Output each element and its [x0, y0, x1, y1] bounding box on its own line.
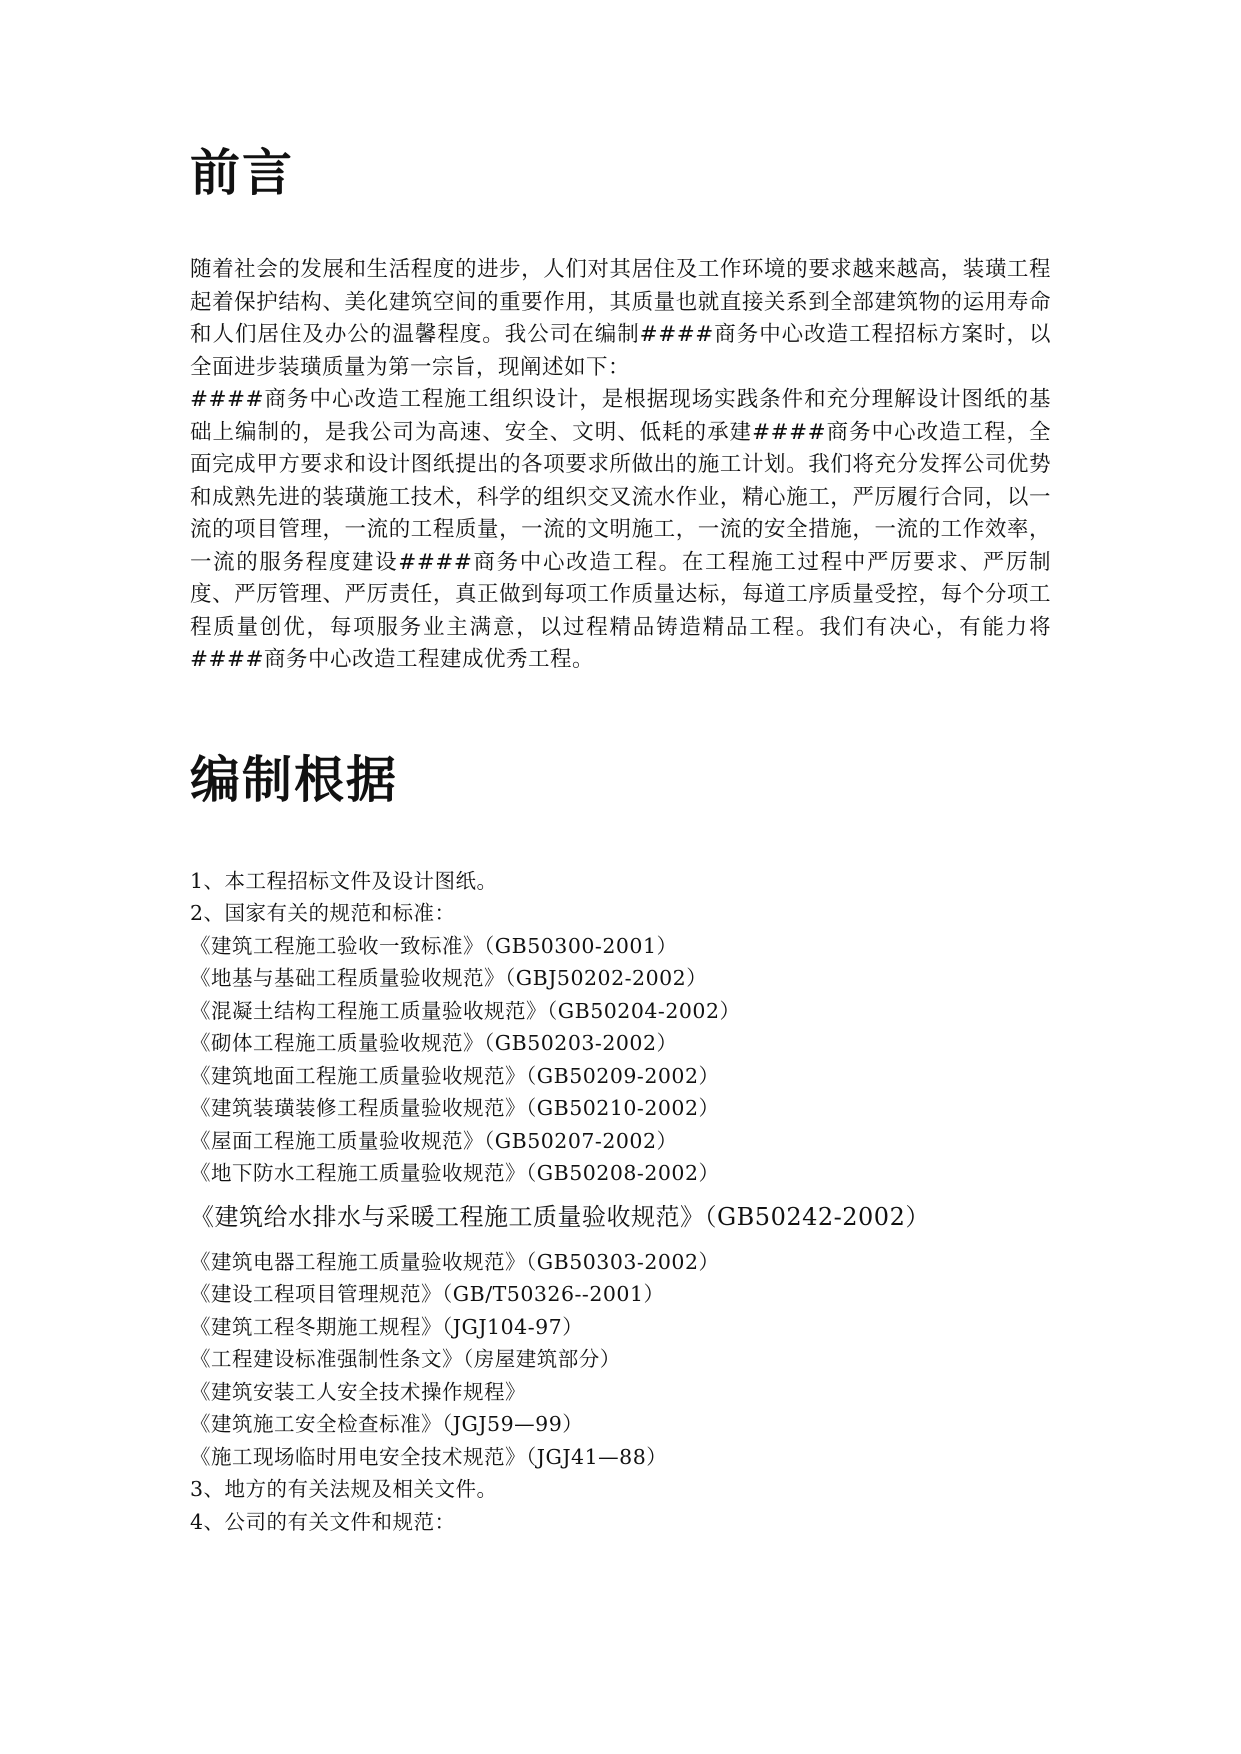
list-item: 《工程建设标准强制性条文》（房屋建筑部分） — [190, 1347, 621, 1371]
list-item: 《建筑工程施工验收一致标准》（GB50300-2001） — [190, 933, 678, 958]
preface-paragraph: 随着社会的发展和生活程度的进步，人们对其居住及工作环境的要求越来越高，装璜工程起着保护结构、美化建筑空间的重要作用，其质量也就直接关系到全部建筑物的运用寿命和人们居住及办公的温馨程度。我公司在编制####商务中心改造工程招标方案时，以全面进步装璜质量为第一宗旨，现阐述如下： — [190, 257, 1051, 380]
list-item: 《建筑电器工程施工质量验收规范》（GB50303-2002） — [190, 1249, 720, 1274]
list-item: 《屋面工程施工质量验收规范》（GB50207-2002） — [190, 1128, 678, 1153]
basis-title: 编制根据 — [190, 750, 398, 809]
list-item: 《建筑安装工人安全技术操作规程》 — [190, 1379, 526, 1404]
list-item: 《地下防水工程施工质量验收规范》（GB50208-2002） — [190, 1161, 720, 1185]
preface-section — [190, 140, 1051, 677]
list-item: 《建筑工程冬期施工规程》（JGJ104-97） — [190, 1314, 584, 1339]
list-item: 《地基与基础工程质量验收规范》（GBJ50202-2002） — [190, 966, 708, 990]
preface-title: 前言 — [190, 144, 294, 202]
basis-section — [190, 747, 1051, 1539]
list-item: 《建筑装璜装修工程质量验收规范》（GB50210-2002） — [190, 1096, 720, 1120]
list-item: 1、本工程招标文件及设计图纸。 — [190, 868, 498, 893]
list-item: 《建筑给水排水与采暖工程施工质量验收规范》（GB50242-2002） — [190, 1202, 930, 1231]
list-item: 《建设工程项目管理规范》（GB/T50326--2001） — [190, 1282, 665, 1306]
list-item: 2、国家有关的规范和标准： — [190, 901, 456, 925]
preface-paragraph: ####商务中心改造工程施工组织设计，是根据现场实践条件和充分理解设计图纸的基础上编制的，是我公司为高速、安全、文明、低耗的承建####商务中心改造工程，全面完成甲方要求和设计图纸提出的各项要求所做出的施工计划。我们将充分发挥公司优势和成熟先进的装璜施工技术，科学的组织交叉流水作业，精心施工，严厉履行合同，以一流的项目管理，一流的工程质量，一流的文明施工，一流的安全措施，一流的工作效率，一流的服务程度建设####商务中心改造工程。在工程施工过程中严厉要求、严厉制度、严厉管理、严厉责任，真正做到每项工作质量达标，每道工序质量受控，每个分项工程质量创优，每项服务业主满意，以过程精品铸造精品工程。我们有决心，有能力将####商务中心改造工程建成优秀工程。 — [190, 387, 1051, 672]
list-item: 3、地方的有关法规及相关文件。 — [190, 1477, 498, 1501]
list-item: 《施工现场临时用电安全技术规范》（JGJ41—88） — [190, 1444, 668, 1469]
list-item: 《建筑地面工程施工质量验收规范》（GB50209-2002） — [190, 1063, 720, 1088]
list-item: 《砌体工程施工质量验收规范》（GB50203-2002） — [190, 1031, 678, 1055]
list-item: 《建筑施工安全检查标准》（JGJ59—99） — [190, 1412, 584, 1436]
basis-list — [190, 865, 1051, 1539]
list-item: 《混凝土结构工程施工质量验收规范》（GB50204-2002） — [190, 998, 741, 1023]
list-item: 4、公司的有关文件和规范： — [190, 1509, 456, 1534]
